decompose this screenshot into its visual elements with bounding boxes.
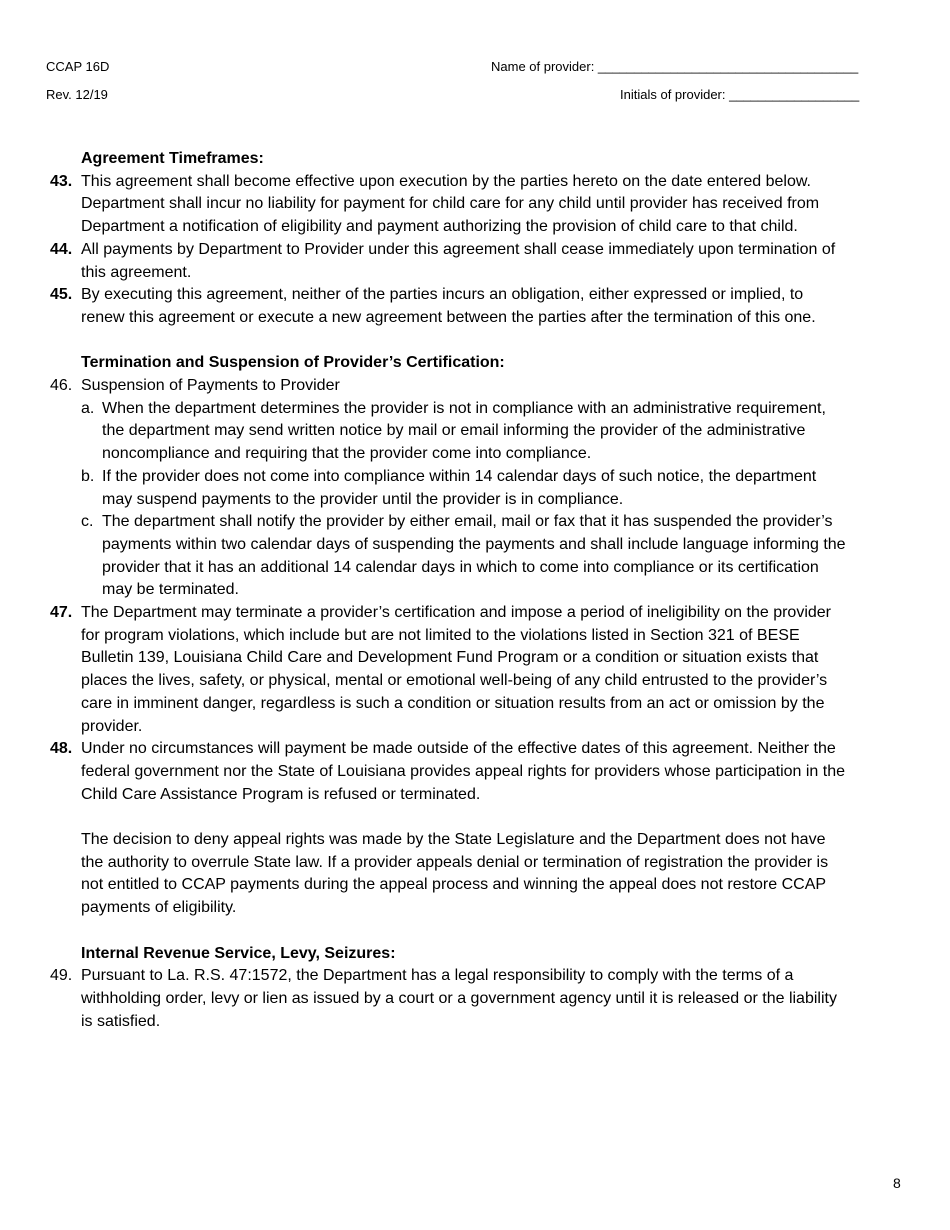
subclause-letter: a. — [81, 399, 95, 417]
clause-number: 43. — [50, 172, 73, 190]
clause-45 — [50, 284, 850, 329]
subclause-46b — [81, 466, 850, 511]
document-body — [50, 148, 850, 1033]
clause-43 — [50, 171, 850, 239]
subclause-text: When the department determines the provider is not in compliance with an administrative requirement, the department may send written notice by mail or email informing the provider of the administrative noncompliance and requiring that the provider come into compliance. — [102, 399, 826, 463]
clause-number: 45. — [50, 286, 73, 304]
clause-text: The Department may terminate a provider’s certification and impose a period of ineligibility on the provider for program violations, which include but are not limited to the violations listed in Section 321 of BESE Bulletin 139, Louisiana Child Care and Development Fund Program or a condition or situation exists that places the lives, safety, or physical, mental or emotional well-being of any child entrusted to the provider’s care in imminent danger, regardless is such a condition or situation results from an act or omission by the provider. — [81, 604, 832, 735]
clause-number: 46. — [50, 377, 73, 395]
subclause-46c — [81, 511, 850, 602]
clause-number: 47. — [50, 604, 73, 622]
clause-number: 44. — [50, 240, 73, 258]
subclause-letter: b. — [81, 467, 95, 485]
clause-text: Suspension of Payments to Provider — [81, 377, 340, 395]
appeal-rights-note: The decision to deny appeal rights was made by the State Legislature and the Department does not have the authority to overrule State law. If a provider appeals denial or termination of registration the provider is not entitled to CCAP payments during the appeal process and winning the appeal does not restore CCAP payments of eligibility. — [81, 831, 829, 917]
clause-number: 49. — [50, 967, 73, 985]
section-title-irs: Internal Revenue Service, Levy, Seizures: — [81, 944, 396, 962]
clause-text: All payments by Department to Provider under this agreement shall cease immediately upon termination of this agreement. — [81, 240, 836, 281]
form-code: CCAP 16D — [46, 59, 110, 74]
section-title-termination: Termination and Suspension of Provider’s Certification: — [81, 354, 505, 372]
subclause-text: If the provider does not come into compliance within 14 calendar days of such notice, the department may suspend payments to the provider until the provider is in compliance. — [102, 467, 817, 508]
clause-48 — [50, 738, 850, 806]
provider-initials-field[interactable]: Initials of provider: __________________ — [620, 87, 860, 102]
clause-text: This agreement shall become effective upon execution by the parties hereto on the date entered below. Department shall incur no liability for payment for child care for any child until provider has received from Department a notification of eligibility and payment authorizing the provision of child care to that child. — [81, 172, 820, 236]
subclause-text: The department shall notify the provider by either email, mail or fax that it has suspended the provider’s payments within two calendar days of suspending the payments and shall include language informing the provider that it has an additional 14 calendar days in which to come into compliance or its certification may be terminated. — [102, 513, 846, 599]
page-number: 8 — [893, 1175, 901, 1191]
clause-44 — [50, 239, 850, 284]
subclause-letter: c. — [81, 513, 94, 531]
spacer — [50, 330, 850, 353]
clause-49 — [50, 965, 850, 1033]
clause-47 — [50, 602, 850, 738]
clause-text: Under no circumstances will payment be made outside of the effective dates of this agreement. Neither the federal government nor the State of Louisiana provides appeal rights for providers whose participation in the Child Care Assistance Program is refused or terminated. — [81, 740, 846, 803]
clause-text: Pursuant to La. R.S. 47:1572, the Department has a legal responsibility to comply with the terms of a withholding order, levy or lien as issued by a court or a government agency until it is released or the liability is satisfied. — [81, 967, 837, 1030]
section-title-timeframes: Agreement Timeframes: — [81, 150, 264, 167]
clause-number: 48. — [50, 740, 73, 758]
clause-text: By executing this agreement, neither of the parties incurs an obligation, either expressed or implied, to renew this agreement or execute a new agreement between the parties after the termination of this one. — [81, 286, 816, 326]
spacer — [50, 806, 850, 829]
provider-name-field[interactable]: Name of provider: ____________________________________ — [491, 59, 859, 74]
subclause-46a — [81, 398, 850, 466]
spacer — [50, 920, 850, 943]
clause-46 — [50, 375, 850, 398]
revision-date: Rev. 12/19 — [46, 87, 108, 102]
